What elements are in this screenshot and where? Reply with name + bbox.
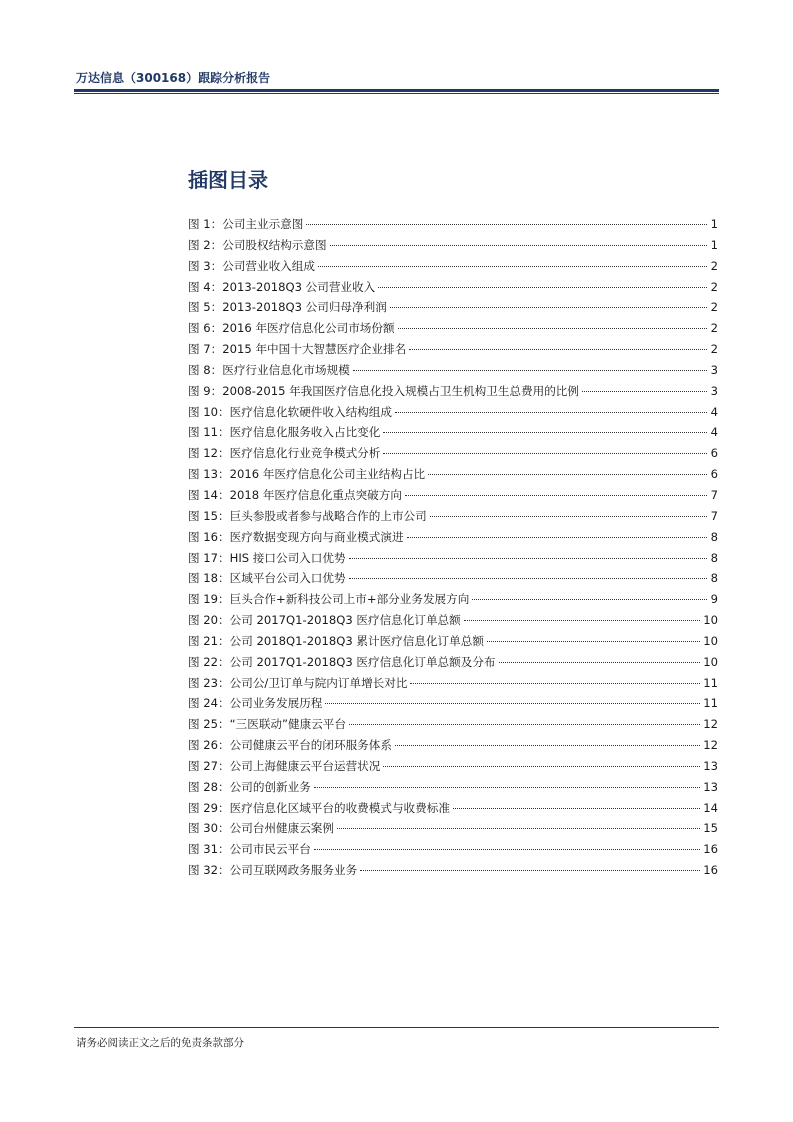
toc-dot-leader	[428, 474, 707, 475]
toc-entry-page-number: 2	[710, 321, 718, 336]
report-header-title: 万达信息（300168）跟踪分析报告	[76, 71, 271, 85]
toc-entry-page-number: 7	[710, 508, 718, 523]
toc-entry[interactable]	[188, 631, 718, 652]
toc-entry[interactable]	[188, 693, 718, 714]
toc-entry-page-number: 8	[710, 529, 718, 544]
toc-entry[interactable]	[188, 735, 718, 756]
toc-entry-label: 图 7：2015 年中国十大智慧医疗企业排名	[188, 342, 407, 357]
toc-dot-leader	[395, 412, 707, 413]
toc-entry-page-number: 6	[710, 467, 718, 482]
toc-entry-page-number: 4	[710, 425, 718, 440]
toc-dot-leader	[430, 516, 707, 517]
toc-entry[interactable]	[188, 422, 718, 443]
toc-entry-label: 图 6：2016 年医疗信息化公司市场份额	[188, 321, 395, 336]
toc-entry-label: 图 16：医疗数据变现方向与商业模式演进	[188, 529, 404, 544]
toc-entry-label: 图 13：2016 年医疗信息化公司主业结构占比	[188, 467, 426, 482]
toc-entry-page-number: 3	[710, 383, 718, 398]
toc-entry-page-number: 2	[710, 300, 718, 315]
toc-entry[interactable]	[188, 506, 718, 527]
toc-entry-page-number: 2	[710, 279, 718, 294]
toc-entry[interactable]	[188, 214, 718, 235]
toc-dot-leader	[383, 432, 707, 433]
toc-entry[interactable]	[188, 673, 718, 694]
toc-entry[interactable]	[188, 652, 718, 673]
toc-entry-label: 图 11：医疗信息化服务收入占比变化	[188, 425, 381, 440]
toc-entry-page-number: 14	[703, 800, 718, 815]
footer-disclaimer: 请务必阅读正文之后的免责条款部分	[76, 1037, 244, 1049]
toc-entry-label: 图 3：公司营业收入组成	[188, 258, 315, 273]
toc-entry[interactable]	[188, 402, 718, 423]
toc-entry-label: 图 23：公司公/卫订单与院内订单增长对比	[188, 675, 408, 690]
toc-dot-leader	[383, 766, 700, 767]
toc-entry[interactable]	[188, 777, 718, 798]
toc-entry-label: 图 21：公司 2018Q1-2018Q3 累计医疗信息化订单总额	[188, 633, 484, 648]
toc-entry-page-number: 2	[710, 342, 718, 357]
toc-dot-leader	[330, 245, 707, 246]
toc-entry[interactable]	[188, 297, 718, 318]
toc-dot-leader	[318, 266, 707, 267]
toc-entry-label: 图 26：公司健康云平台的闭环服务体系	[188, 738, 392, 753]
toc-dot-leader	[390, 307, 707, 308]
toc-dot-leader	[487, 641, 700, 642]
toc-entry-label: 图 29：医疗信息化区域平台的收费模式与收费标准	[188, 800, 450, 815]
toc-dot-leader	[349, 724, 700, 725]
toc-entry[interactable]	[188, 339, 718, 360]
toc-entry-label: 图 18：区域平台公司入口优势	[188, 571, 346, 586]
toc-entry[interactable]	[188, 756, 718, 777]
toc-dot-leader	[499, 662, 701, 663]
toc-entry[interactable]	[188, 256, 718, 277]
toc-entry-label: 图 25：“三医联动”健康云平台	[188, 717, 346, 732]
toc-dot-leader	[472, 599, 707, 600]
toc-entry[interactable]	[188, 277, 718, 298]
toc-entry-page-number: 10	[703, 633, 718, 648]
toc-dot-leader	[582, 391, 707, 392]
toc-entry-page-number: 13	[703, 758, 718, 773]
toc-entry-label: 图 24：公司业务发展历程	[188, 696, 323, 711]
toc-entry-page-number: 8	[710, 550, 718, 565]
footer-divider	[74, 1027, 719, 1028]
toc-dot-leader	[353, 370, 707, 371]
toc-dot-leader	[398, 328, 707, 329]
toc-entry[interactable]	[188, 360, 718, 381]
toc-entry-label: 图 22：公司 2017Q1-2018Q3 医疗信息化订单总额及分布	[188, 654, 496, 669]
toc-entry[interactable]	[188, 381, 718, 402]
toc-dot-leader	[378, 287, 707, 288]
toc-entry-label: 图 17：HIS 接口公司入口优势	[188, 550, 346, 565]
toc-entry-page-number: 11	[703, 696, 718, 711]
toc-entry[interactable]	[188, 610, 718, 631]
toc-dot-leader	[314, 787, 700, 788]
toc-entry-page-number: 1	[710, 217, 718, 231]
toc-entry[interactable]	[188, 714, 718, 735]
toc-dot-leader	[306, 224, 707, 225]
toc-entry-label: 图 15：巨头参股或者参与战略合作的上市公司	[188, 508, 427, 523]
toc-entry-page-number: 10	[703, 613, 718, 628]
toc-entry-page-number: 16	[703, 863, 718, 878]
toc-entry-label: 图 14：2018 年医疗信息化重点突破方向	[188, 487, 402, 502]
header-divider	[74, 89, 719, 92]
toc-dot-leader	[409, 349, 707, 350]
toc-entry-page-number: 9	[710, 592, 718, 607]
toc-entry-label: 图 9：2008-2015 年我国医疗信息化投入规模占卫生机构卫生总费用的比例	[188, 383, 579, 398]
toc-entry[interactable]	[188, 548, 718, 569]
toc-dot-leader	[360, 870, 700, 871]
toc-dot-leader	[314, 849, 700, 850]
toc-entry-page-number: 7	[710, 487, 718, 502]
toc-entry-label: 图 10：医疗信息化软硬件收入结构组成	[188, 404, 392, 419]
toc-entry[interactable]	[188, 798, 718, 819]
toc-entry-page-number: 11	[703, 675, 718, 690]
toc-entry-page-number: 13	[703, 779, 718, 794]
toc-dot-leader	[407, 537, 707, 538]
toc-dot-leader	[410, 683, 700, 684]
toc-entry-label: 图 5：2013-2018Q3 公司归母净利润	[188, 300, 387, 315]
toc-entry[interactable]	[188, 860, 718, 881]
toc-entry-label: 图 19：巨头合作+新科技公司上市+部分业务发展方向	[188, 592, 470, 607]
toc-entry-label: 图 27：公司上海健康云平台运营状况	[188, 758, 381, 773]
toc-entry-page-number: 3	[710, 362, 718, 377]
toc-entry[interactable]	[188, 839, 718, 860]
toc-entry-page-number: 8	[710, 571, 718, 586]
toc-entry-label: 图 32：公司互联网政务服务业务	[188, 863, 358, 878]
toc-dot-leader	[325, 703, 700, 704]
toc-entry-page-number: 1	[710, 237, 718, 252]
toc-entry-label: 图 1：公司主业示意图	[188, 217, 304, 231]
toc-entry[interactable]	[188, 485, 718, 506]
toc-entry-label: 图 30：公司台州健康云案例	[188, 821, 334, 836]
toc-dot-leader	[453, 808, 700, 809]
toc-entry-page-number: 16	[703, 842, 718, 857]
toc-dot-leader	[395, 745, 700, 746]
toc-entry-page-number: 15	[703, 821, 718, 836]
toc-entry[interactable]	[188, 443, 718, 464]
figure-index-list	[188, 214, 718, 881]
toc-dot-leader	[337, 828, 700, 829]
toc-entry-label: 图 4：2013-2018Q3 公司营业收入	[188, 279, 376, 294]
toc-entry[interactable]	[188, 318, 718, 339]
toc-entry-label: 图 31：公司市民云平台	[188, 842, 311, 857]
header-divider-thin	[74, 93, 719, 94]
toc-dot-leader	[383, 453, 707, 454]
toc-entry-page-number: 12	[703, 738, 718, 753]
toc-entry-label: 图 12：医疗信息化行业竞争模式分析	[188, 446, 381, 461]
toc-entry-label: 图 8：医疗行业信息化市场规模	[188, 362, 350, 377]
toc-entry-page-number: 12	[703, 717, 718, 732]
toc-entry-label: 图 28：公司的创新业务	[188, 779, 311, 794]
toc-entry-page-number: 10	[703, 654, 718, 669]
toc-title: 插图目录	[188, 168, 268, 192]
toc-entry[interactable]	[188, 527, 718, 548]
toc-dot-leader	[349, 578, 707, 579]
toc-entry-label: 图 20：公司 2017Q1-2018Q3 医疗信息化订单总额	[188, 613, 461, 628]
toc-entry[interactable]	[188, 464, 718, 485]
toc-entry[interactable]	[188, 589, 718, 610]
toc-entry-page-number: 6	[710, 446, 718, 461]
toc-dot-leader	[405, 495, 707, 496]
toc-entry[interactable]	[188, 235, 718, 256]
toc-entry-label: 图 2：公司股权结构示意图	[188, 237, 327, 252]
toc-entry-page-number: 2	[710, 258, 718, 273]
toc-entry[interactable]	[188, 818, 718, 839]
toc-entry[interactable]	[188, 568, 718, 589]
toc-dot-leader	[349, 558, 707, 559]
toc-dot-leader	[464, 620, 701, 621]
toc-entry-page-number: 4	[710, 404, 718, 419]
